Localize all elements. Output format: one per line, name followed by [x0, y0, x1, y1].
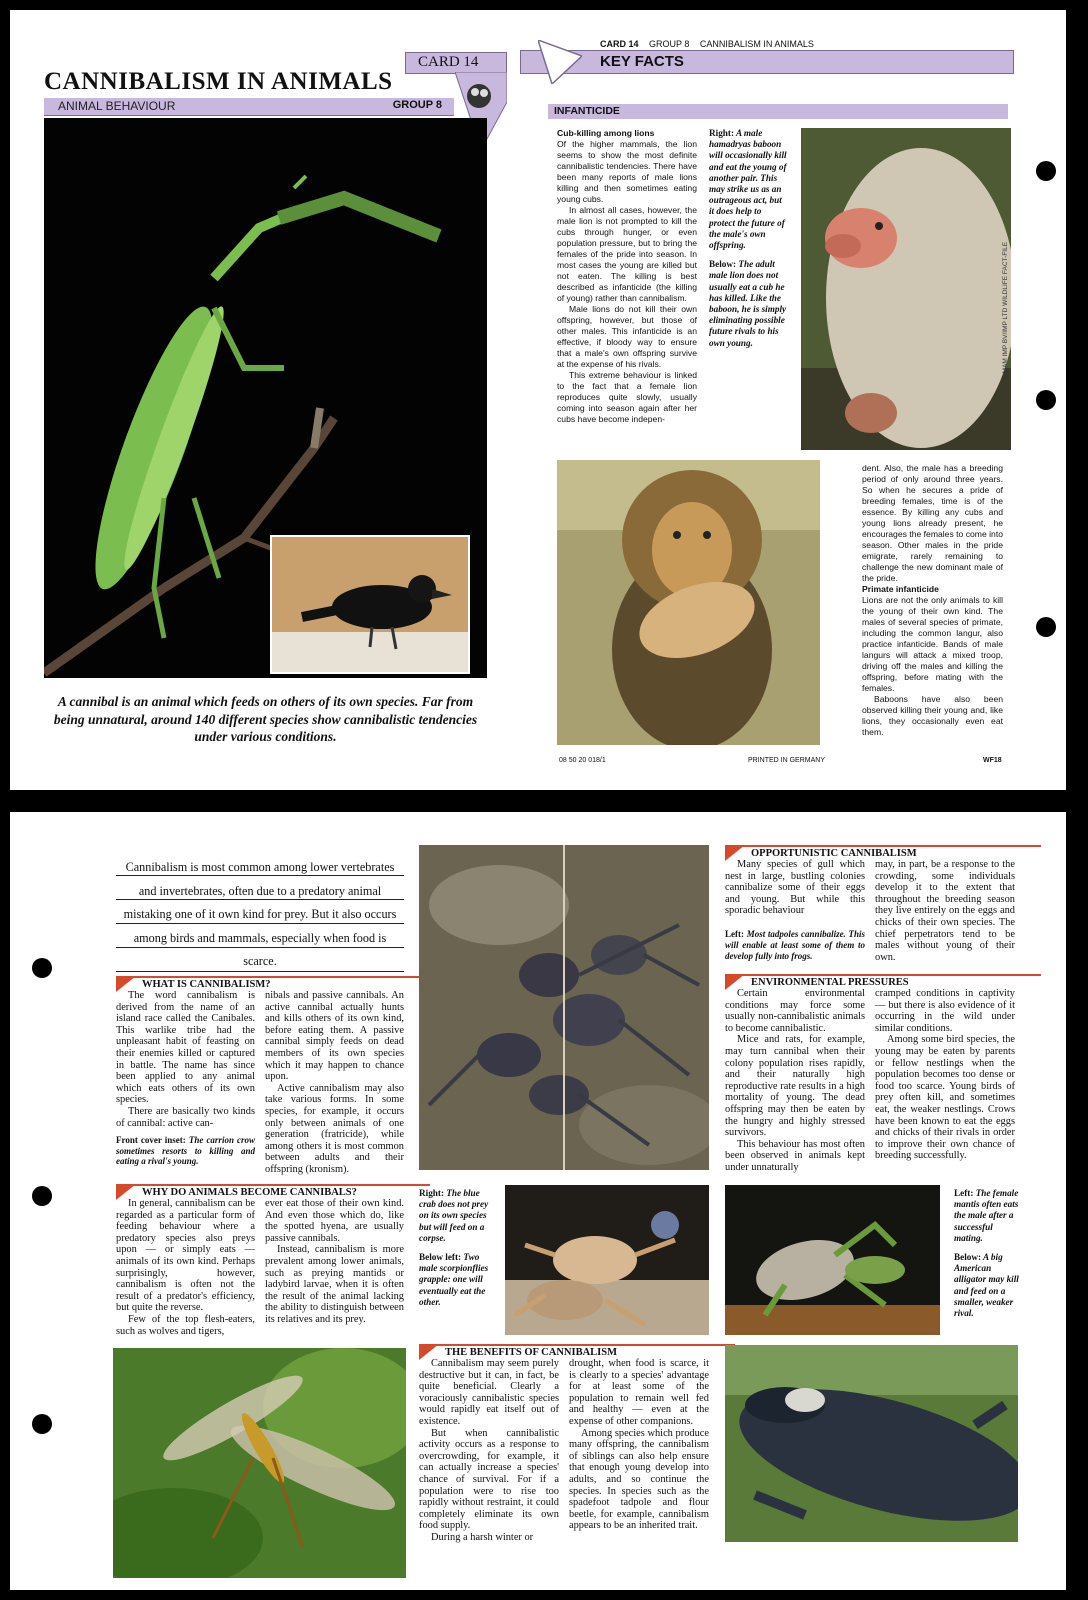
tadpole-photo — [419, 845, 709, 1170]
infanticide-bar — [548, 104, 1008, 119]
why-d: Instead, cannibalism is more prevalent among lower animals, such as preying mantids or ladybird larvae, when it is often the result of the animal lacking the ability to distinguish between its relatives and its prey. — [265, 1244, 404, 1325]
col3-p3: Baboons have also been observed killing their young and, like lions, they occasionally even eat them. — [862, 694, 1003, 737]
binder-hole — [32, 1186, 52, 1206]
what-a: The word cannibalism is derived from the name of an island race called the Canibales. This warlike tribe had the unpleasant habit of feasting on their enemies killed or captured in battle. The name has since been applied to any animal which eats others of its own species. — [116, 990, 255, 1106]
keyfacts-group: GROUP 8 — [649, 39, 690, 49]
why-heading: WHY DO ANIMALS BECOME CANNIBALS? — [142, 1187, 357, 1198]
front-cover-cap: The carrion crow sometimes resorts to killing and eating a rival's young. — [116, 1135, 256, 1167]
footer-code: 08 50 20 018/1 — [559, 757, 606, 764]
crab-label: Right: — [419, 1188, 445, 1198]
category-bar — [44, 98, 454, 116]
keyfacts-header-bar — [520, 50, 1014, 74]
why-b: Few of the top flesh-eaters, such as wolves and tigers, — [116, 1313, 255, 1337]
what-c: nibals and passive cannibals. An active cannibal actually hunts and kills others of its own kind, before eating them. A passive cannibal simply feeds on dead members of its own species which it may happen to chance upon. — [265, 990, 404, 1083]
env-d: cramped conditions in captivity — but there is also evidence of it occurring in the wild under similar conditions. — [875, 988, 1015, 1034]
binder-hole — [32, 1414, 52, 1434]
scorpionfly-photo — [113, 1348, 406, 1578]
ben-col-a — [419, 1358, 559, 1544]
keyfacts-top-line — [600, 39, 814, 50]
keyfacts-header: KEY FACTS — [600, 53, 684, 70]
col1-p4: This extreme behaviour is linked to the fact that a female lion reproduces quite slowly, usually coming into season again after her cubs have become indepen- — [557, 370, 697, 424]
ben-e: Among species which produce many offspring, the cannibalism of siblings can also help ensure that enough young develop into adults, and so continue the species. In species such as the spadefoot tadpole and flour beetle, for example, cannibalism appears to be an inherited trait. — [569, 1427, 709, 1532]
col3-p1: dent. Also, the male has a breeding period of only around three years. So when he secures a pride of breeding females, time is of the essence. By killing any cubs and young lions already present, he encourages the females to come into season. Other males in the pride emigrate, rarely remaining to challenge the new dominant male of the pride. — [862, 463, 1003, 583]
env-col-b — [875, 988, 1015, 1162]
what-b: There are basically two kinds of cannibal: active can- — [116, 1105, 255, 1129]
crab-caption-col — [419, 1188, 497, 1308]
what-d: Active cannibalism may also take various forms. In some species, for example, it occurs only between animals of one generation (fratricide), while among others it is most common between adults and their offspring (kronism). — [265, 1082, 404, 1175]
front-cover-label: Front cover inset: — [116, 1135, 186, 1146]
cap-right-text: A male hamadryas baboon will occasionally kill and eat the young of another pair. This may strike us as an outrageous act, but it does help to protect the future of the male's own offspring. — [709, 128, 787, 251]
tadpole-cap: Most tadpoles cannibalize. This will enable at least some of them to develop fully into frogs. — [725, 928, 866, 961]
ben-heading: THE BENEFITS OF CANNIBALISM — [445, 1347, 618, 1358]
col3-heading: Primate infanticide — [862, 584, 939, 594]
gator-label: Below: — [954, 1252, 982, 1263]
category-label: ANIMAL BEHAVIOUR — [58, 99, 176, 113]
why-c: ever eat those of their own kind. And even those which do, like the spotted hyena, are usually passive cannibals. — [265, 1198, 404, 1244]
keyfacts-col3 — [862, 463, 1003, 738]
copyright-vertical: © MAM IMP BV/IMP LTD WILDLIFE FACT-FILE — [1002, 241, 1009, 380]
card-number-label: CARD 14 — [418, 54, 479, 70]
mantis-label: Left: — [954, 1188, 974, 1198]
group-label: GROUP 8 — [392, 99, 442, 111]
keyfacts-col1 — [557, 128, 697, 425]
card-number-tab — [405, 52, 507, 74]
keyfacts-caption-col — [709, 128, 789, 349]
ben-a: Cannibalism may seem purely destructive but it can, in fact, be quite beneficial. Clearly a voraciously cannibalistic species would rapidly eat itself out of existence. — [419, 1358, 559, 1427]
binder-hole — [1036, 161, 1056, 181]
why-col-a — [116, 1198, 255, 1337]
keyfacts-card: CARD 14 — [600, 39, 639, 49]
binder-hole — [1036, 390, 1056, 410]
binder-hole — [1036, 617, 1056, 637]
gator-cap: A big American alligator may kill and feed on a smaller, weaker rival. — [954, 1252, 1019, 1319]
ben-d: drought, when food is scarce, it is clearly to a species' advantage for at least some of the population to remain well fed and healthy — even at the expense of other companions. — [569, 1358, 709, 1427]
mantis-cap: The female mantis often eats the male after a successful mating. — [954, 1188, 1019, 1243]
footer-printed: PRINTED IN GERMANY — [748, 757, 826, 764]
keyfacts-title: CANNIBALISM IN ANIMALS — [699, 39, 814, 49]
opp-heading: OPPORTUNISTIC CANNIBALISM — [751, 848, 917, 859]
env-a: Certain environmental conditions may force some usually non-cannibalistic animals to become cannibalistic. — [725, 988, 865, 1034]
cap-below-text: The adult male lion does not usually eat a cub he has killed. Like the baboon, he is simply eliminating possible future rivals to his own young. — [709, 259, 787, 348]
what-col-b — [265, 990, 404, 1176]
opp-a: Many species of gull which nest in large, bustling colonies cannibalize some of their eggs and young. But while this sporadic behaviour — [725, 859, 865, 917]
what-col-a — [116, 990, 255, 1167]
crab-photo — [505, 1185, 709, 1335]
opp-col-a — [725, 859, 865, 961]
back-intro: Cannibalism is most common among lower vertebrates and invertebrates, often due to a predatory animal mistaking one of it own kind for prey. But it also occurs among birds and mammals, especially when food is scarce. — [123, 860, 397, 969]
footer-wf: WF18 — [983, 757, 1002, 764]
cap-below-label: Below: — [709, 259, 737, 270]
mantis-mating-photo — [725, 1185, 940, 1335]
opp-b: may, in part, be a response to the crowding, some individuals develop it to the extent that throughout the breeding season they live entirely on the eggs and chicks of their own species. The chief perpetrators tend to be males without young of their own. — [875, 859, 1015, 963]
binder-hole — [32, 958, 52, 978]
ben-b: But when cannibalistic activity occurs as a response to overcrowding, for example, it can actually increase a species' chance of survival. For if a population were to rise too rapidly without restraint, it could completely eliminate its own food supply. — [419, 1427, 559, 1532]
mantis-caption-col — [954, 1188, 1020, 1319]
lion-photo — [557, 460, 820, 745]
front-intro-caption: A cannibal is an animal which feeds on others of its own species. Far from being unnatural, around 140 different species show cannibalistic tendencies under various conditions. — [53, 694, 478, 744]
env-c: This behaviour has most often been observed in animals kept under unnaturally — [725, 1138, 865, 1173]
crow-inset-photo — [270, 535, 470, 674]
what-heading: WHAT IS CANNIBALISM? — [142, 979, 271, 990]
col1-p1: Of the higher mammals, the lion seems to show the most definite cannibalistic tendencies. There have been many reports of male lions killing and then sometimes eating young cubs. — [557, 139, 697, 204]
infanticide-label: INFANTICIDE — [554, 105, 620, 117]
ben-c: During a harsh winter or — [431, 1531, 534, 1543]
env-b: Mice and rats, for example, may turn cannibal when their colony population rises rapidly, and their naturally high reproductive rate results in a high mortality of young. The dead offspring may then be eaten by the hungry and highly stressed survivors. — [725, 1034, 865, 1139]
col1-p2: In almost all cases, however, the male lion is not prompted to kill the cubs through hunger, or even population pressure, but to bring the females of the pride into season. In most cases the young are killed but not eaten. The killing is best described as infanticide (the killing of young) rather than cannibalism. — [557, 205, 697, 303]
col1-heading: Cub-killing among lions — [557, 128, 655, 138]
opp-col-b — [875, 859, 1015, 963]
alligator-photo — [725, 1345, 1018, 1542]
cap-right-label: Right: — [709, 128, 735, 138]
card-title: CANNIBALISM IN ANIMALS — [44, 68, 393, 95]
tadpole-label: Left: — [725, 928, 744, 939]
scorp-label: Below left: — [419, 1252, 462, 1263]
keyfacts-triangle — [538, 40, 582, 84]
col1-p3: Male lions do not kill their own offspring, however, but those of other males. This infanticide is an effective, if bloody way to ensure that a male's own offspring survive at the expense of his rivals. — [557, 304, 697, 369]
env-heading: ENVIRONMENTAL PRESSURES — [751, 977, 909, 988]
why-col-b — [265, 1198, 404, 1326]
why-a: In general, cannibalism can be regarded as a particular form of feeding behaviour where a predatory species also preys upon — or simply eats — animals of its own kind. Perhaps surprisingly, however, cannibalism is often not the result of a predator's efficiency, but quite the reverse. — [116, 1198, 255, 1314]
baboon-photo — [801, 128, 1011, 450]
ben-col-b — [569, 1358, 709, 1532]
env-e: Among some bird species, the young may be eaten by parents or fellow nestlings when the population becomes too dense or food too scarce. Young birds of prey often kill, and sometimes eat, the weaker nestlings. Crows have been known to eat the eggs and chicks of their rivals in order to improve their own chance of breeding successfully. — [875, 1034, 1015, 1162]
scorp-cap: Two male scorpionflies grapple: one will eventually eat the other. — [419, 1252, 489, 1307]
env-col-a — [725, 988, 865, 1174]
crab-cap: The blue crab does not prey on its own species but will feed on a corpse. — [419, 1188, 489, 1243]
col3-p2: Lions are not the only animals to kill the young of their own kind. The males of several species of primate, including the common langur, also practice infanticide. Bands of male langurs will attack a mixed troop, driving off the males and killing the offspring, before mating with the females. — [862, 595, 1003, 693]
